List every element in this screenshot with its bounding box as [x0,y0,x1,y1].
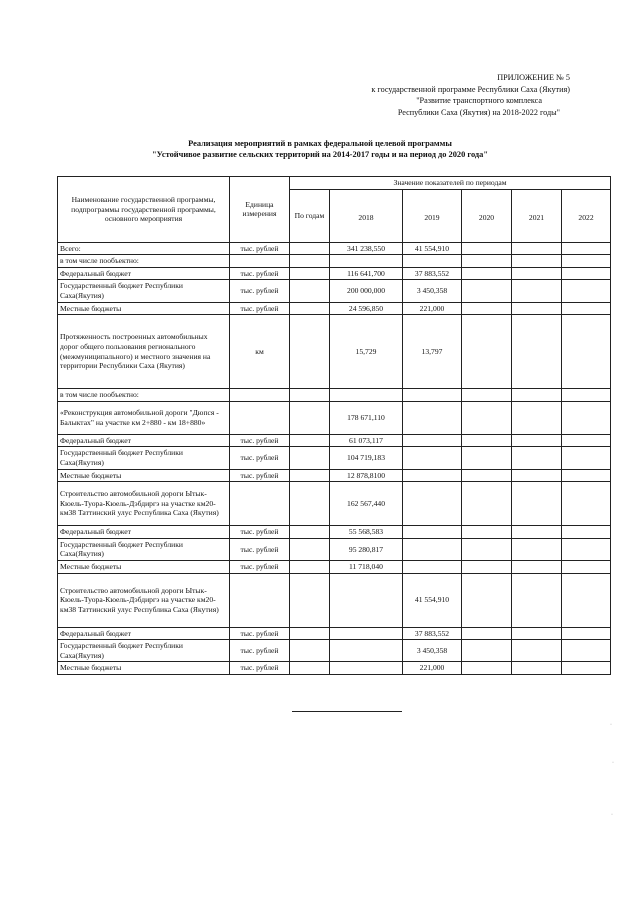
row-value-2019 [403,560,462,573]
row-value-2018 [330,255,403,268]
row-value-2018: 178 671,110 [330,401,403,434]
row-value-2020 [462,538,512,560]
row-by-years [290,389,330,402]
appendix-line-3: "Развитие транспортного комплекса [416,96,542,105]
row-name: Государственный бюджет Республики Саха(Якутия) [58,640,230,662]
row-value-2021 [512,255,562,268]
row-by-years [290,538,330,560]
row-value-2022 [562,662,611,675]
row-value-2018: 11 718,040 [330,560,403,573]
row-value-2021 [512,267,562,280]
row-name: Государственный бюджет Республики Саха(Якутия) [58,447,230,469]
row-unit: тыс. рублей [230,640,290,662]
row-value-2019: 41 554,910 [403,242,462,255]
row-value-2021 [512,302,562,315]
row-value-2018: 95 280,817 [330,538,403,560]
row-unit [230,389,290,402]
row-value-2022 [562,315,611,389]
row-value-2020 [462,469,512,482]
row-unit: тыс. рублей [230,662,290,675]
row-by-years [290,573,330,627]
row-unit [230,482,290,526]
row-value-2020 [462,280,512,302]
row-value-2020 [462,627,512,640]
row-by-years [290,280,330,302]
margin-mark: · [610,722,612,728]
row-value-2019 [403,526,462,539]
row-value-2020 [462,401,512,434]
table-row [58,447,611,469]
row-value-2022 [562,447,611,469]
header-name: Наименование государственной программы, подпрограммы государственной программы, основного мероприятия [58,177,230,243]
row-name: Местные бюджеты [58,469,230,482]
appendix-header [270,72,570,118]
row-name: Строительство автомобильной дороги Ытык-Кюель-Туора-Кюель-Дэбдиргэ на участке км20-км38 Таттинский улус Республика Саха (Якутия) [58,573,230,627]
row-value-2021 [512,280,562,302]
row-value-2019 [403,389,462,402]
row-value-2021 [512,627,562,640]
header-by-years: По годам [290,189,330,242]
row-name: в том числе пообъектно: [58,255,230,268]
row-by-years [290,662,330,675]
row-value-2022 [562,560,611,573]
program-table [57,176,611,675]
table-row [58,255,611,268]
row-value-2022 [562,267,611,280]
table-body [58,242,611,674]
row-unit: тыс. рублей [230,434,290,447]
row-value-2019: 221,000 [403,662,462,675]
row-unit [230,573,290,627]
row-value-2021 [512,573,562,627]
row-value-2021 [512,389,562,402]
row-value-2021 [512,482,562,526]
row-value-2022 [562,434,611,447]
row-value-2021 [512,315,562,389]
appendix-line-4: Республики Саха (Якутия) на 2018-2022 годы" [397,107,560,117]
row-value-2019: 37 883,552 [403,267,462,280]
table-row [58,482,611,526]
table-row [58,280,611,302]
row-value-2022 [562,302,611,315]
row-value-2020 [462,640,512,662]
row-unit: тыс. рублей [230,560,290,573]
row-unit: тыс. рублей [230,302,290,315]
row-name: Федеральный бюджет [58,526,230,539]
header-period-group: Значение показателей по периодам [290,177,611,190]
row-unit: тыс. рублей [230,280,290,302]
document-title [0,138,640,160]
table-row [58,242,611,255]
table-row [58,560,611,573]
row-value-2022 [562,242,611,255]
table-row [58,389,611,402]
row-value-2019: 37 883,552 [403,627,462,640]
row-unit: тыс. рублей [230,242,290,255]
row-value-2020 [462,662,512,675]
row-value-2020 [462,526,512,539]
row-value-2021 [512,469,562,482]
appendix-line-2: к государственной программе Республики Саха (Якутия) [371,84,570,94]
row-value-2019: 3 450,358 [403,280,462,302]
row-value-2020 [462,242,512,255]
row-value-2022 [562,640,611,662]
row-value-2020 [462,389,512,402]
row-by-years [290,560,330,573]
table-row [58,434,611,447]
row-by-years [290,255,330,268]
row-by-years [290,482,330,526]
row-value-2018: 15,729 [330,315,403,389]
row-value-2019 [403,538,462,560]
table-row [58,573,611,627]
row-by-years [290,401,330,434]
row-value-2018 [330,640,403,662]
row-value-2018: 116 641,700 [330,267,403,280]
margin-mark: · [612,760,614,766]
row-value-2022 [562,401,611,434]
row-unit: тыс. рублей [230,627,290,640]
row-unit: тыс. рублей [230,526,290,539]
row-value-2022 [562,538,611,560]
row-value-2022 [562,482,611,526]
row-name: Федеральный бюджет [58,434,230,447]
row-value-2020 [462,302,512,315]
row-name: Протяженность построенных автомобильных дорог общего пользования регионального (межмуниципального) и местного значения на территории Республики Саха (Якутия) [58,315,230,389]
row-name: в том числе пообъектно: [58,389,230,402]
table-row [58,302,611,315]
row-value-2022 [562,280,611,302]
row-value-2018 [330,662,403,675]
row-unit: тыс. рублей [230,469,290,482]
row-value-2021 [512,526,562,539]
row-value-2019 [403,482,462,526]
row-value-2018 [330,389,403,402]
row-value-2022 [562,627,611,640]
header-year-2021: 2021 [512,194,562,242]
row-value-2020 [462,447,512,469]
row-value-2018: 162 567,440 [330,482,403,526]
row-value-2018: 341 238,550 [330,242,403,255]
row-value-2020 [462,434,512,447]
row-value-2021 [512,538,562,560]
row-value-2022 [562,469,611,482]
row-value-2018: 55 568,583 [330,526,403,539]
row-value-2018: 200 000,000 [330,280,403,302]
row-name: Всего: [58,242,230,255]
row-value-2019 [403,434,462,447]
row-value-2018: 12 878,8100 [330,469,403,482]
table-row [58,469,611,482]
row-value-2019 [403,447,462,469]
row-value-2022 [562,255,611,268]
row-by-years [290,526,330,539]
row-name: Государственный бюджет Республики Саха(Якутия) [58,538,230,560]
row-value-2021 [512,447,562,469]
row-value-2022 [562,573,611,627]
row-by-years [290,627,330,640]
row-value-2021 [512,434,562,447]
row-by-years [290,302,330,315]
row-value-2022 [562,389,611,402]
row-value-2021 [512,401,562,434]
row-value-2021 [512,242,562,255]
row-value-2018 [330,627,403,640]
table-row [58,526,611,539]
row-value-2018: 24 596,850 [330,302,403,315]
row-name: Местные бюджеты [58,560,230,573]
row-value-2020 [462,255,512,268]
row-value-2022 [562,526,611,539]
row-by-years [290,315,330,389]
table-row [58,640,611,662]
table-row [58,401,611,434]
row-value-2021 [512,640,562,662]
row-value-2019: 221,000 [403,302,462,315]
row-unit: км [230,315,290,389]
row-value-2020 [462,573,512,627]
row-value-2020 [462,560,512,573]
row-value-2020 [462,267,512,280]
row-name: Местные бюджеты [58,662,230,675]
margin-mark: · [611,812,613,818]
row-unit: тыс. рублей [230,538,290,560]
row-name: «Реконструкция автомобильной дороги "Дюпся - Балыктах" на участке км 2+880 - км 18+880» [58,401,230,434]
row-value-2020 [462,315,512,389]
appendix-number: ПРИЛОЖЕНИЕ № 5 [497,73,570,82]
row-value-2019 [403,469,462,482]
closing-line [292,711,402,712]
row-by-years [290,640,330,662]
title-line-1: Реализация мероприятий в рамках федеральной целевой программы [188,139,452,148]
row-unit [230,255,290,268]
title-line-2: "Устойчивое развитие сельских территорий на 2014-2017 годы и на период до 2020 года" [151,150,489,159]
header-year-2018: 2018 [330,194,403,242]
row-name: Федеральный бюджет [58,267,230,280]
row-name: Строительство автомобильной дороги Ытык-Кюель-Туора-Кюель-Дэбдиргэ на участке км20-км38 Таттинский улус Республика Саха (Якутия) [58,482,230,526]
row-value-2018: 61 073,117 [330,434,403,447]
header-year-2019: 2019 [403,194,462,242]
header-year-2020: 2020 [462,194,512,242]
row-by-years [290,447,330,469]
row-unit [230,401,290,434]
row-name: Государственный бюджет Республики Саха(Якутия) [58,280,230,302]
row-name: Федеральный бюджет [58,627,230,640]
header-year-2022: 2022 [562,194,611,242]
table-row [58,267,611,280]
row-by-years [290,434,330,447]
row-value-2021 [512,560,562,573]
row-name: Местные бюджеты [58,302,230,315]
table-row [58,315,611,389]
header-unit: Единица измерения [230,177,290,243]
row-unit: тыс. рублей [230,447,290,469]
table-row [58,662,611,675]
table-row [58,627,611,640]
row-unit: тыс. рублей [230,267,290,280]
row-value-2019 [403,401,462,434]
row-value-2019: 41 554,910 [403,573,462,627]
row-value-2018 [330,573,403,627]
row-value-2021 [512,662,562,675]
row-value-2020 [462,482,512,526]
table-row [58,538,611,560]
row-value-2019 [403,255,462,268]
row-value-2018: 104 719,183 [330,447,403,469]
row-value-2019: 3 450,358 [403,640,462,662]
row-by-years [290,469,330,482]
row-by-years [290,267,330,280]
row-by-years [290,242,330,255]
row-value-2019: 13,797 [403,315,462,389]
